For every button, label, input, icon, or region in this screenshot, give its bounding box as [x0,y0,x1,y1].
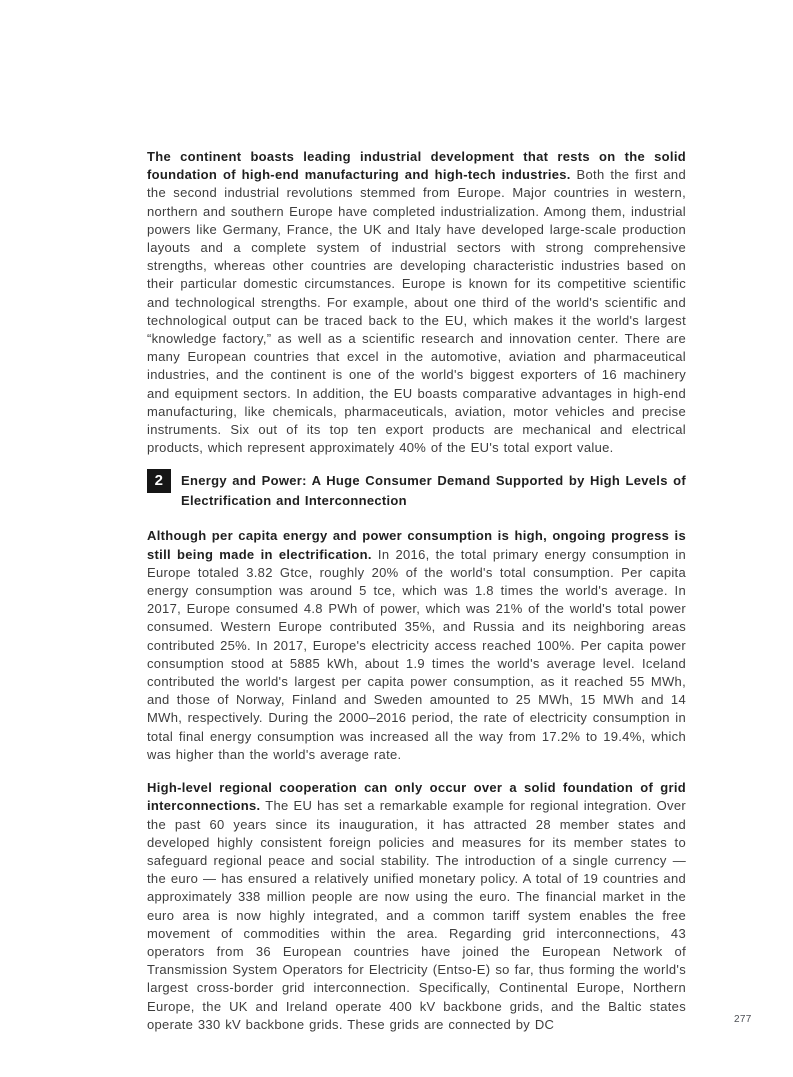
section-number-badge: 2 [147,469,171,493]
paragraph-text: The EU has set a remarkable example for regional integration. Over the past 60 years since its inauguration, it has attracted 28 member states and developed highly consistent foreign policies and measures for its member states to safeguard regional peace and social stability. The introduction of a single currency — the euro — has ensured a relatively unified monetary policy. A total of 19 countries and approximately 338 million people are now using the euro. The financial market in the euro area is now highly integrated, and a common tariff system enables the free movement of commodities within the area. Regarding grid interconnections, 43 operators from 36 European countries have joined the European Network of Transmission System Operators for Electricity (Entso-E) so far, thus forming the world's largest cross-border grid interconnection. Specifically, Continental Europe, Northern Europe, the UK and Ireland operate 400 kV backbone grids, and the Baltic states operate 330 kV backbone grids. These grids are connected by DC [147,798,686,1032]
page-body [147,148,686,1034]
paragraph-text: In 2016, the total primary energy consumption in Europe totaled 3.82 Gtce, roughly 20% of the world's total consumption. Per capita energy consumption was around 5 tce, which was 1.8 times the world's average. In 2017, Europe consumed 4.8 PWh of power, which was 21% of the world's total power consumed. Western Europe contributed 35%, and Russia and its neighboring areas contributed 25%. In 2017, Europe's electricity access reached 100%. Per capita power consumption stood at 5885 kWh, about 1.9 times the world's average level. Iceland contributed the world's largest per capita power consumption, as it reached 55 MWh, and those of Norway, Finland and Sweden amounted to 25 MWh, 15 MWh and 14 MWh, respectively. During the 2000–2016 period, the rate of electricity consumption in total final energy consumption was increased all the way from 17.2% to 19.4%, which was higher than the world's average rate. [147,546,686,762]
paragraph-lead: Although per capita energy and power consumption is high, ongoing progress is still being made in electrification. [147,528,686,562]
paragraph [147,779,686,1034]
paragraph [147,527,686,764]
paragraph-text: Both the first and the second industrial revolutions stemmed from Europe. Major countries in western, northern and southern Europe have completed industrialization. Among them, industrial powers like Germany, France, the UK and Italy have developed large-scale production layouts and a complete system of industrial sectors with strong comprehensive strengths, whereas other countries are developing characteristic industries based on their particular domestic circumstances. Europe is known for its competitive scientific and technological strengths. For example, about one third of the world's scientific and technological output can be traced back to the EU, which makes it the world's largest “knowledge factory,” as well as a scientific research and innovation center. There are many European countries that excel in the automotive, aviation and pharmaceutical industries, and the continent is one of the world's biggest exporters of 16 machinery and equipment sectors. In addition, the EU boasts comparative advantages in high-end manufacturing, like chemicals, pharmaceuticals, aviation, motor vehicles and precise instruments. Six out of its top ten export products are mechanical and electrical products, which represent approximately 40% of the EU's total export value. [147,167,686,456]
section-title: Energy and Power: A Huge Consumer Demand Supported by High Levels of Electrification and Interconnection [181,473,686,508]
paragraph-lead: High-level regional cooperation can only occur over a solid foundation of grid interconnections. [147,780,686,814]
paragraph-lead: The continent boasts leading industrial development that rests on the solid foundation of high-end manufacturing and high-tech industries. [147,149,686,183]
paragraph [147,148,686,457]
page-number: 277 [734,1014,752,1025]
section-heading [147,471,686,510]
